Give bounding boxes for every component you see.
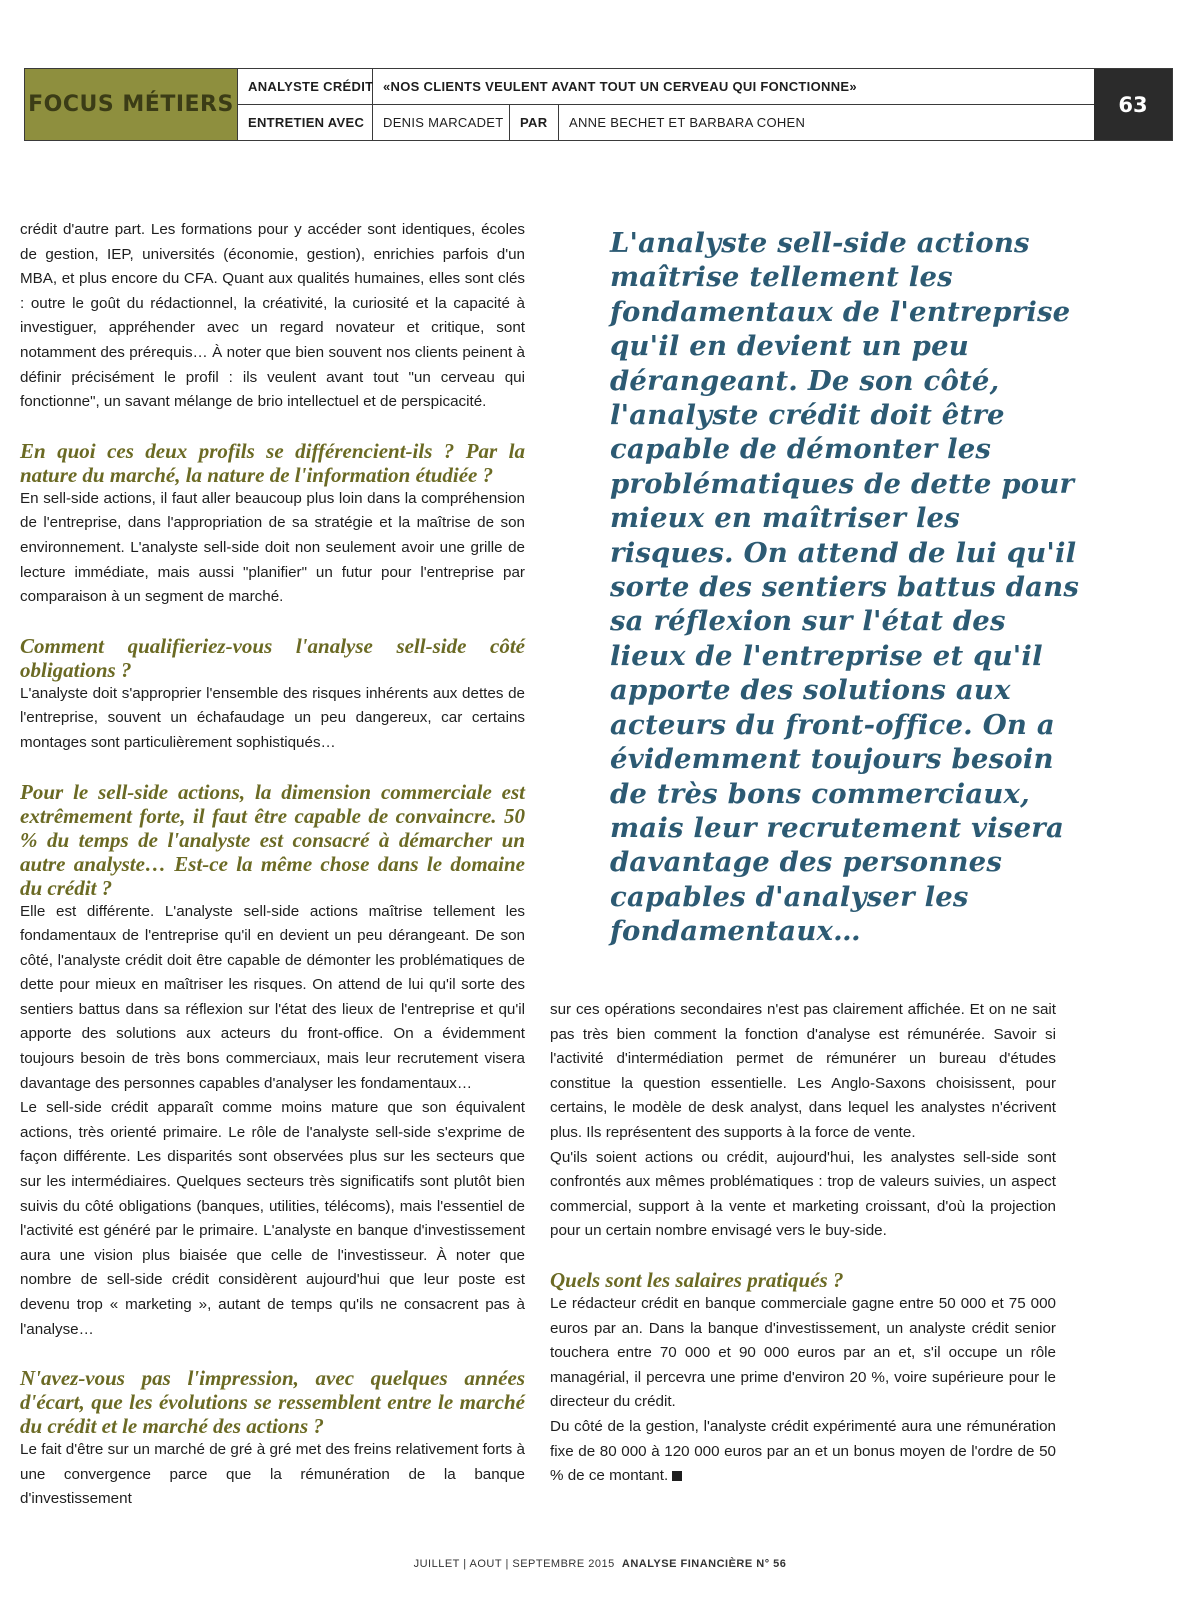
section-gap bbox=[20, 1342, 525, 1366]
body-paragraph: Le fait d'être sur un marché de gré à gré met des freins relativement forts à une convergence parce que la rémunération de la banque d'investissement bbox=[20, 1441, 525, 1508]
question-heading: N'avez-vous pas l'impression, avec quelques années d'écart, que les évolutions se ressemblent entre le marché du crédit et le marché des actions ? bbox=[20, 1366, 525, 1439]
rubric-label: FOCUS MÉTIERS bbox=[28, 92, 234, 117]
pull-quote: L'analyste sell-side actions maîtrise tellement les fondamentaux de l'entreprise qu'il en devient un peu dérangeant. De son côté, l'analyste crédit doit être capable de démonter les problématiques de dette pour mieux en maîtriser les risques. On attend de lui qu'il sorte des sentiers battus dans sa réflexion sur l'état des lieux de l'entreprise et qu'il apporte des solutions aux acteurs du front-office. On a évidemment toujours besoin de très bons commerciaux, mais leur recrutement visera davantage des personnes capables d'analyser les fondamentaux… bbox=[610, 227, 1080, 948]
interview-label: ENTRETIEN AVEC bbox=[238, 105, 373, 140]
article-headline: «NOS CLIENTS VEULENT AVANT TOUT UN CERVEAU QUI FONCTIONNE» bbox=[383, 79, 857, 94]
body-paragraph: L'analyste doit s'approprier l'ensemble des risques inhérents aux dettes de l'entreprise, souvent un échafaudage un peu dangereux, car certains montages sont particulièrement sophistiqués… bbox=[20, 684, 525, 751]
body-paragraph: sur ces opérations secondaires n'est pas clairement affichée. Et on ne sait pas très bien comment la fonction d'analyse est rémunérée. Savoir si l'activité d'intermédiation permet de rémunérer un bureau d'études constitue la question essentielle. Les Anglo-Saxons choisissent, pour certains, le modèle de desk analyst, dans lequel les analystes n'écrivent plus. Ils représentent des supports à la force de vente. bbox=[550, 1001, 1056, 1141]
magazine-issue: ANALYSE FINANCIÈRE N° 56 bbox=[621, 1558, 787, 1570]
by-label: PAR bbox=[510, 105, 559, 140]
right-text-column bbox=[550, 998, 1056, 1489]
header-row-credits bbox=[238, 104, 1094, 140]
question-heading: Quels sont les salaires pratiqués ? bbox=[550, 1267, 844, 1292]
section-gap bbox=[20, 756, 525, 780]
body-paragraph: Du côté de la gestion, l'analyste crédit expérimenté aura une rémunération fixe de 80 000 à 120 000 euros par an et un bonus moyen de l'ordre de 50 % de ce montant. bbox=[550, 1417, 1056, 1485]
section-label: ANALYSTE CRÉDIT bbox=[238, 69, 373, 104]
rubric-box bbox=[25, 69, 238, 140]
question-heading: En quoi ces deux profils se différencient-ils ? Par la nature du marché, la nature de l'information étudiée ? bbox=[20, 438, 525, 487]
section-gap bbox=[20, 610, 525, 634]
question-heading: Pour le sell-side actions, la dimension commerciale est extrêmement forte, il faut être capable de convaincre. 50 % du temps de l'analyste est consacré à démarcher un autre analyste… Est-ce la même chose dans le domaine du crédit ? bbox=[20, 779, 525, 900]
author-names: ANNE BECHET ET BARBARA COHEN bbox=[569, 115, 806, 130]
header-row-title bbox=[238, 69, 1094, 104]
left-text-column bbox=[20, 218, 525, 1512]
question-heading: Comment qualifieriez-vous l'analyse sell-side côté obligations ? bbox=[20, 633, 525, 682]
body-paragraph: Qu'ils soient actions ou crédit, aujourd'hui, les analystes sell-side sont confrontés aux mêmes problématiques : trop de valeurs suivies, un aspect commercial, support à la vente et marketing croissant, d'où la projection pour un certain nombre envisagé vers le buy-side. bbox=[550, 1148, 1056, 1240]
page-number: 63 bbox=[1094, 69, 1172, 140]
section-gap bbox=[20, 415, 525, 439]
section-gap bbox=[550, 1244, 1056, 1268]
body-paragraph: Elle est différente. L'analyste sell-side actions maîtrise tellement les fondamentaux de l'entreprise qu'il en devient un peu dérangeant. De son côté, l'analyste crédit doit être capable de démonter les problématiques de dette pour mieux en maîtriser les risques. On attend de lui qu'il sorte des sentiers battus dans sa réflexion sur l'état des lieux de l'entreprise et qu'il apporte des solutions aux acteurs du front-office. On a évidemment toujours besoin de très bons commerciaux, mais leur recrutement visera davantage des personnes capables d'analyser les fondamentaux… bbox=[20, 902, 525, 1092]
body-paragraph: crédit d'autre part. Les formations pour y accéder sont identiques, écoles de gestion, IEP, universités (économie, gestion), enrichies parfois d'un MBA, et plus encore du CFA. Quant aux qualités humaines, elles sont clés : outre le goût du rédactionnel, la créativité, la curiosité et la capacité à investiguer, appréhender avec un regard novateur et critique, sont notamment des prérequis… À noter que bien souvent nos clients peinent à définir précisément le profil : ils veulent avant tout "un cerveau qui fonctionne", un savant mélange de brio intellectuel et de perspicacité. bbox=[20, 221, 525, 411]
body-paragraph: Le rédacteur crédit en banque commerciale gagne entre 50 000 et 75 000 euros par an. Dans la banque d'investissement, un analyste crédit senior touchera entre 70 000 et 90 000 euros par an et, s'il occupe un rôle managérial, il percevra une prime d'environ 20 %, voire supérieure pour le directeur du crédit. bbox=[550, 1294, 1056, 1411]
page-footer bbox=[0, 1558, 1200, 1570]
body-paragraph: Le sell-side crédit apparaît comme moins mature que son équivalent actions, très orienté primaire. Le rôle de l'analyste sell-side s'exprime de façon différente. Les disparités sont observées plus sur les secteurs que sur les intermédiaires. Quelques secteurs très significatifs sont plutôt bien suivis du côté obligations (banques, utilities, télécoms), mais l'essentiel de l'activité est généré par le primaire. L'analyste en banque d'investissement aura une vision plus biaisée que celle de l'investisseur. À noter que nombre de sell-side crédit considèrent aujourd'hui que leur poste est devenu trop « marketing », autant de temps qu'ils ne consacrent pas à l'analyse… bbox=[20, 1099, 525, 1338]
end-of-article-mark bbox=[672, 1471, 682, 1481]
issue-date: JUILLET | AOUT | SEPTEMBRE 2015 bbox=[413, 1558, 615, 1570]
header-info-grid bbox=[238, 69, 1094, 140]
interviewee-name: DENIS MARCADET bbox=[373, 105, 510, 140]
article-header bbox=[24, 68, 1173, 141]
body-paragraph: En sell-side actions, il faut aller beaucoup plus loin dans la compréhension de l'entreprise, dans l'appropriation de sa stratégie et la maîtrise de son environnement. L'analyste sell-side doit non seulement avoir une grille de lecture immédiate, mais aussi "planifier" un futur pour l'entreprise par comparaison à un segment de marché. bbox=[20, 489, 525, 606]
